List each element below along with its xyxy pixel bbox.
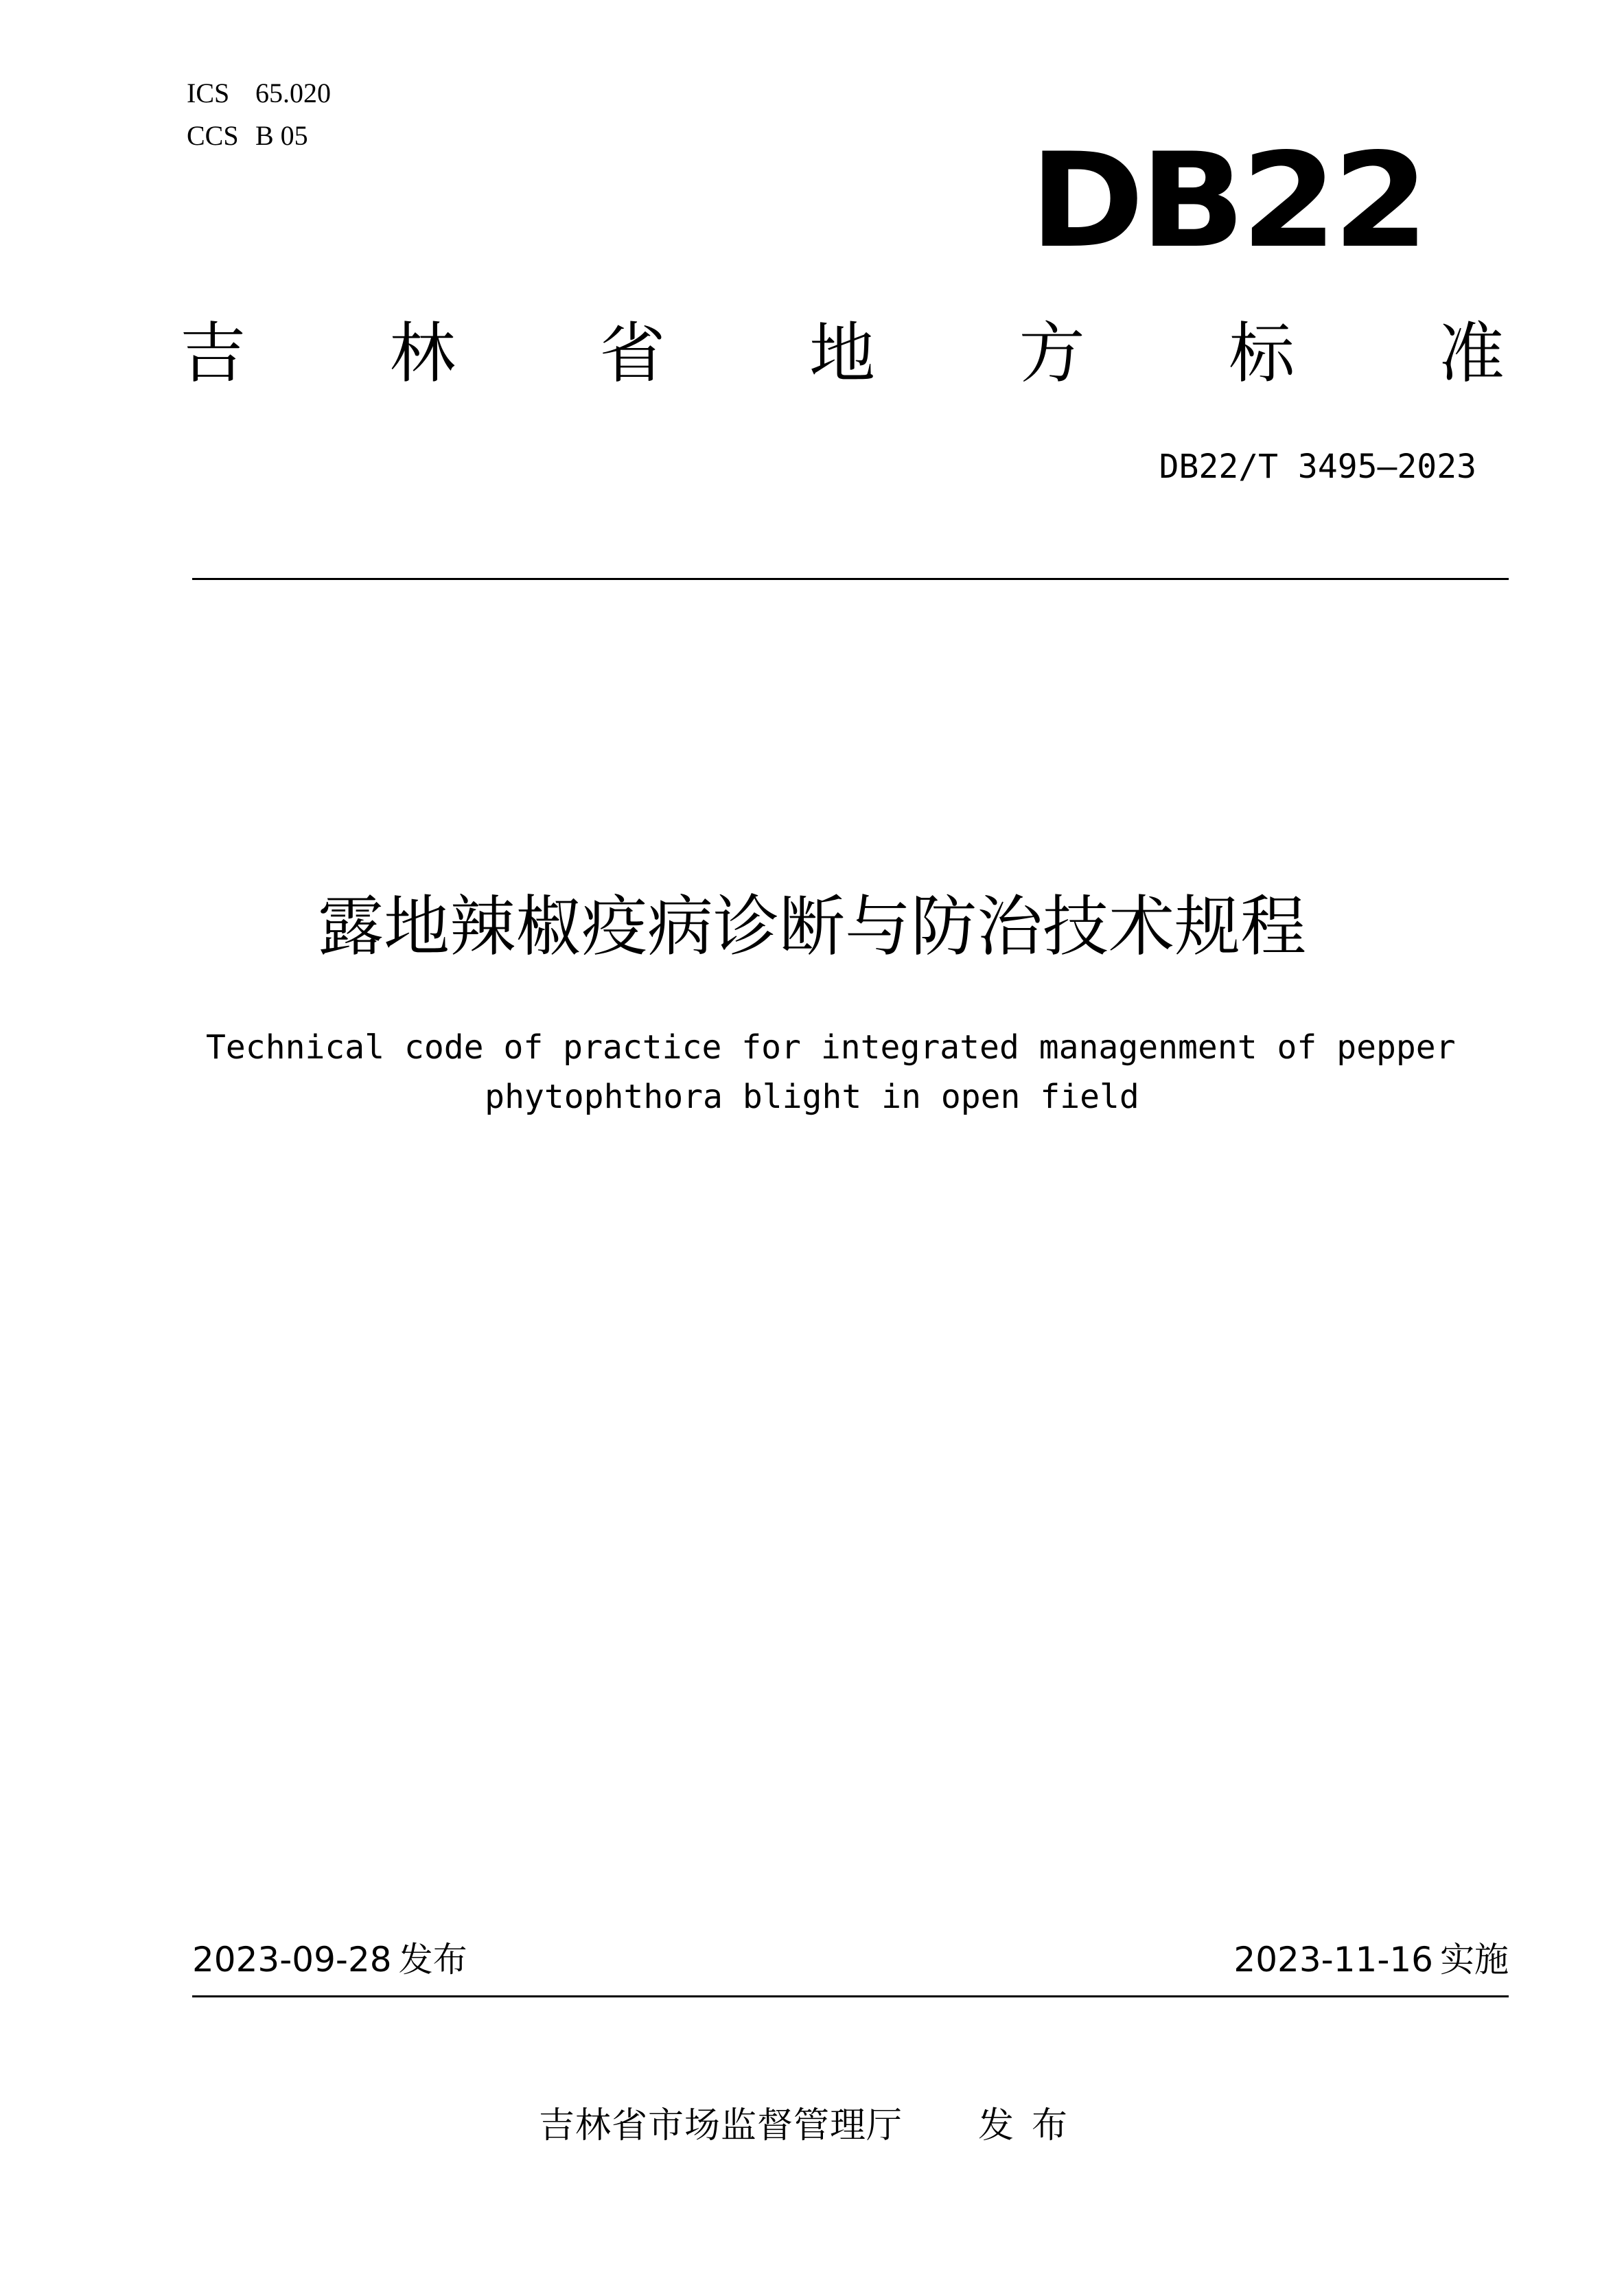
standard-type-char: 林 <box>389 315 456 392</box>
document-title-cn: 露地辣椒疫病诊断与防治技术规程 <box>318 888 1306 965</box>
implementation-date-line <box>1233 1937 1509 1982</box>
ics-code: 65.020 <box>255 78 331 108</box>
ics-code-line <box>187 77 331 110</box>
issue-date: 2023-09-28 <box>192 1940 392 1980</box>
ccs-code: B 05 <box>255 120 308 151</box>
standard-type-heading <box>180 312 1505 395</box>
standard-type-char: 吉 <box>180 315 246 392</box>
publish-word: 发布 <box>978 2105 1086 2146</box>
standard-type-char: 标 <box>1229 315 1295 392</box>
bottom-divider <box>192 1995 1509 1997</box>
standard-number: DB22/T 3495—2023 <box>1159 448 1476 486</box>
issue-date-line <box>192 1937 467 1982</box>
ccs-code-line <box>187 119 308 152</box>
document-title-en <box>206 1023 1456 1122</box>
ics-label: ICS <box>187 78 230 108</box>
standard-type-char: 准 <box>1438 315 1505 392</box>
implementation-word: 实施 <box>1440 1940 1509 1980</box>
title-en-line-2: phytophthora blight in open field <box>485 1078 1139 1116</box>
implementation-date: 2023-11-16 <box>1233 1940 1433 1980</box>
standard-type-char: 省 <box>599 315 666 392</box>
standard-type-char: 方 <box>1019 315 1085 392</box>
issue-word: 发布 <box>398 1940 467 1980</box>
top-divider <box>192 578 1509 580</box>
db22-logo: DB22 <box>1030 125 1425 277</box>
title-en-line-1: Technical code of practice for integrated managenment of pepper <box>206 1028 1456 1067</box>
publisher-line <box>0 2102 1624 2150</box>
standard-type-char: 地 <box>809 315 875 392</box>
ccs-label: CCS <box>187 120 239 151</box>
issuing-authority: 吉林省市场监督管理厅 <box>538 2105 903 2146</box>
